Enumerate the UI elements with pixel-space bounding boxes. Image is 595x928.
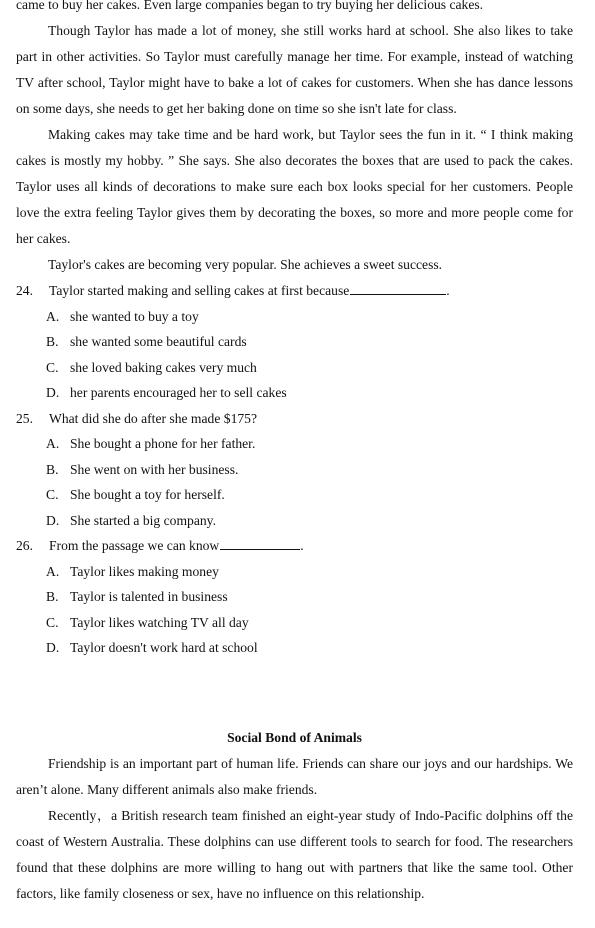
question-stem: From the passage we can know . xyxy=(49,533,304,559)
question-number: 25. xyxy=(16,410,33,426)
question-26 xyxy=(16,533,573,559)
option-24-a: A. she wanted to buy a toy xyxy=(46,308,199,324)
option-25-c: C. She bought a toy for herself. xyxy=(46,487,225,502)
question-stem: What did she do after she made $175? xyxy=(49,410,257,426)
question-number: 24. xyxy=(16,283,33,298)
passage1-paragraph-3: Taylor's cakes are becoming very popular. She achieves a sweet success. xyxy=(48,257,443,272)
passage1-line0: came to buy her cakes. Even large companies began to try buying her delicious cakes. xyxy=(16,0,484,12)
passage2-title: Social Bond of Animals xyxy=(227,729,362,745)
passage2-paragraph-2: Recently，a British research team finished an eight-year study of Indo-Pacific dolphins off the coast of Western Australia. These dolphins can use different tools to search for food. The researchers found that these dolphins are more willing to hang out with partners that like the same tool. Other factors, like family closeness or sex, have no influence on this relationship. xyxy=(16,807,573,901)
question-stem: Taylor started making and selling cakes at first because . xyxy=(49,278,450,304)
question-number: 26. xyxy=(16,538,33,553)
section-spacer xyxy=(16,661,573,725)
option-24-d: D. her parents encouraged her to sell cakes xyxy=(46,385,287,400)
answer-blank xyxy=(350,280,446,295)
option-25-b: B. She went on with her business. xyxy=(46,461,239,477)
passage2-paragraph-1: Friendship is an important part of human life. Friends can share our joys and our hardships. We aren’t alone. Many different animals also make friends. xyxy=(16,755,573,797)
option-26-c: C. Taylor likes watching TV all day xyxy=(46,614,249,630)
option-25-a: A. She bought a phone for her father. xyxy=(46,436,256,451)
option-25-d: D. She started a big company. xyxy=(46,512,216,528)
option-24-b: B. she wanted some beautiful cards xyxy=(46,334,247,349)
option-26-a: A. Taylor likes making money xyxy=(46,563,219,579)
question-24 xyxy=(16,278,573,304)
option-26-b: B. Taylor is talented in business xyxy=(46,589,228,604)
passage1-paragraph-2: Making cakes may take time and be hard work, but Taylor sees the fun in it. “ I think making cakes is mostly my hobby. ” She says. She also decorates the boxes that are used to pack the cakes. Taylor uses all kinds of decorations to make sure each box looks special for her customers. People love the extra feeling Taylor gives them by decorating the boxes, so more and more people come for her cakes. xyxy=(16,127,573,246)
passage1-paragraph-1: Though Taylor has made a lot of money, she still works hard at school. She also likes to take part in other activities. So Taylor must carefully manage her time. For example, instead of watching TV after school, Taylor might have to bake a lot of cakes for customers. When she has dance lessons on some days, she needs to get her baking done on time so she isn't late for class. xyxy=(16,23,573,116)
option-26-d: D. Taylor doesn't work hard at school xyxy=(46,640,258,655)
answer-blank xyxy=(220,535,300,550)
option-24-c: C. she loved baking cakes very much xyxy=(46,359,257,375)
question-25 xyxy=(16,406,573,432)
